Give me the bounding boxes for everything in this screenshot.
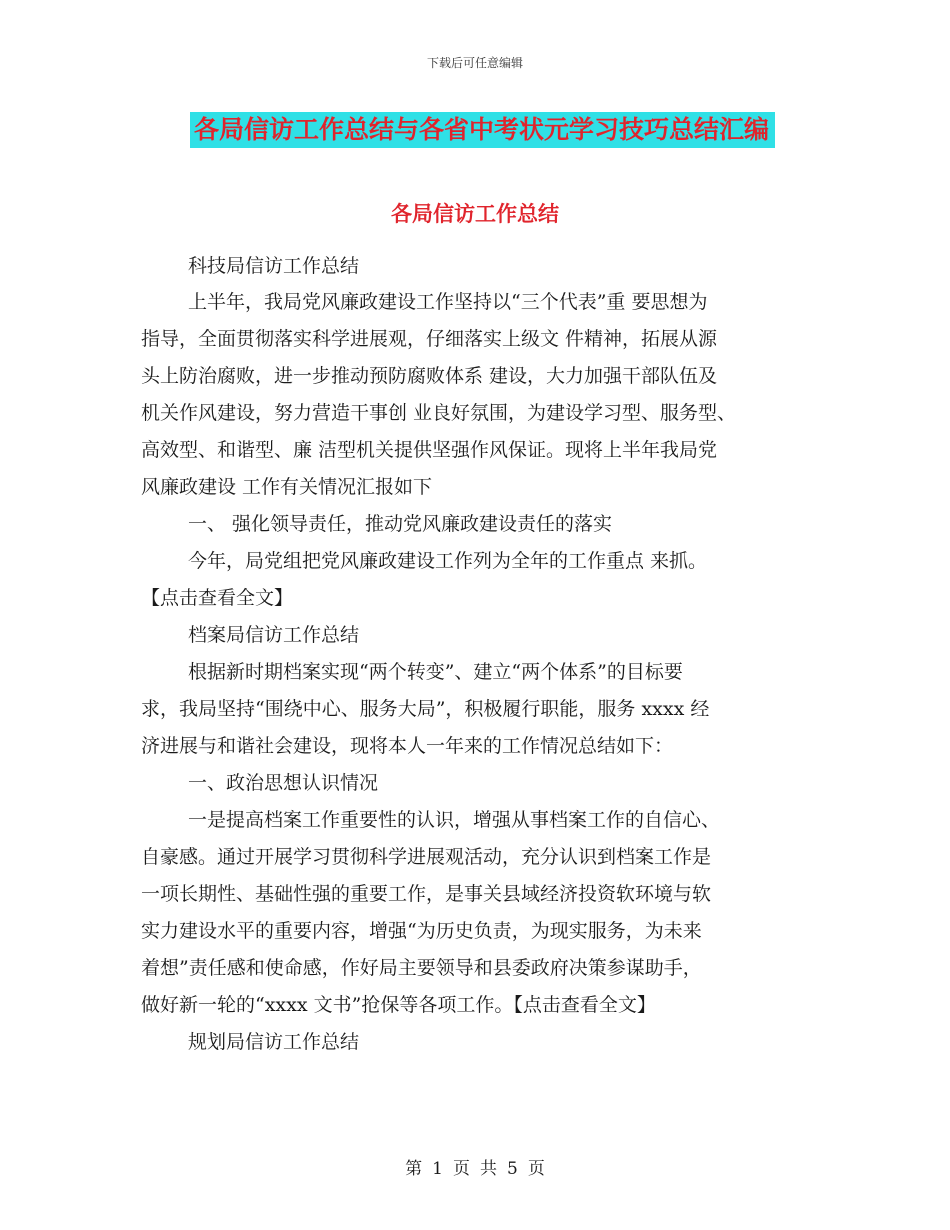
paragraph-line: 高效型、和谐型、廉 洁型机关提供坚强作风保证。现将上半年我局党 — [141, 439, 718, 461]
paragraph-line: 科技局信访工作总结 — [188, 255, 360, 277]
paragraph-line: 一、 强化领导责任，推动党风廉政建设责任的落实 — [188, 513, 613, 535]
paragraph-line: 一项长期性、基础性强的重要工作，是事关县域经济投资软环境与软 — [141, 883, 712, 905]
read-full-link[interactable]: 【点击查看全文】 — [141, 587, 294, 609]
paragraph-line: 一、政治思想认识情况 — [188, 772, 379, 794]
document-title: 各局信访工作总结与各省中考状元学习技巧总结汇编 — [190, 112, 775, 148]
paragraph-line: 头上防治腐败，进一步推动预防腐败体系 建设，大力加强干部队伍及 — [141, 365, 718, 387]
paragraph-line: 今年，局党组把党风廉政建设工作列为全年的工作重点 来抓。 — [188, 550, 708, 572]
current-page-number: 1 — [432, 1159, 443, 1179]
page-footer — [0, 1154, 950, 1179]
paragraph-line: 一是提高档案工作重要性的认识，增强从事档案工作的自信心、 — [188, 809, 721, 831]
paragraph-line: 实力建设水平的重要内容，增强“为历史负责，为现实服务，为未来 — [141, 920, 702, 942]
footer-word: 共 — [480, 1159, 497, 1179]
paragraph-line: 自豪感。通过开展学习贯彻科学进展观活动，充分认识到档案工作是 — [141, 846, 712, 868]
paragraph-line: 规划局信访工作总结 — [188, 1031, 360, 1053]
paragraph-line: 根据新时期档案实现“两个转变”、建立“两个体系”的目标要 — [188, 661, 683, 683]
page-header-note: 下载后可任意编辑 — [426, 56, 523, 70]
section-title: 各局信访工作总结 — [391, 202, 559, 226]
footer-word: 页 — [527, 1159, 545, 1179]
footer-word: 页 — [453, 1159, 470, 1179]
paragraph-line: 指导，全面贯彻落实科学进展观，仔细落实上级文 件精神，拓展从源 — [141, 328, 718, 350]
footer-word: 第 — [405, 1159, 423, 1179]
paragraph-line: 求，我局坚持“围绕中心、服务大局”，积极履行职能，服务 xxxx 经 — [141, 698, 710, 720]
paragraph-line: 机关作风建设，努力营造干事创 业良好氛围，为建设学习型、服务型、 — [141, 402, 737, 424]
paragraph-line: 济进展与和谐社会建设，现将本人一年来的工作情况总结如下： — [141, 735, 674, 757]
paragraph-line: 做好新一轮的“xxxx 文书”抢保等各项工作。【点击查看全文】 — [141, 994, 656, 1016]
paragraph-line: 档案局信访工作总结 — [188, 624, 360, 646]
paragraph-line: 风廉政建设 工作有关情况汇报如下 — [141, 476, 433, 498]
paragraph-line: 上半年，我局党风廉政建设工作坚持以“三个代表”重 要思想为 — [188, 291, 708, 313]
total-pages-number: 5 — [507, 1159, 518, 1179]
paragraph-line: 着想”责任感和使命感，作好局主要领导和县委政府决策参谋助手， — [141, 957, 702, 979]
